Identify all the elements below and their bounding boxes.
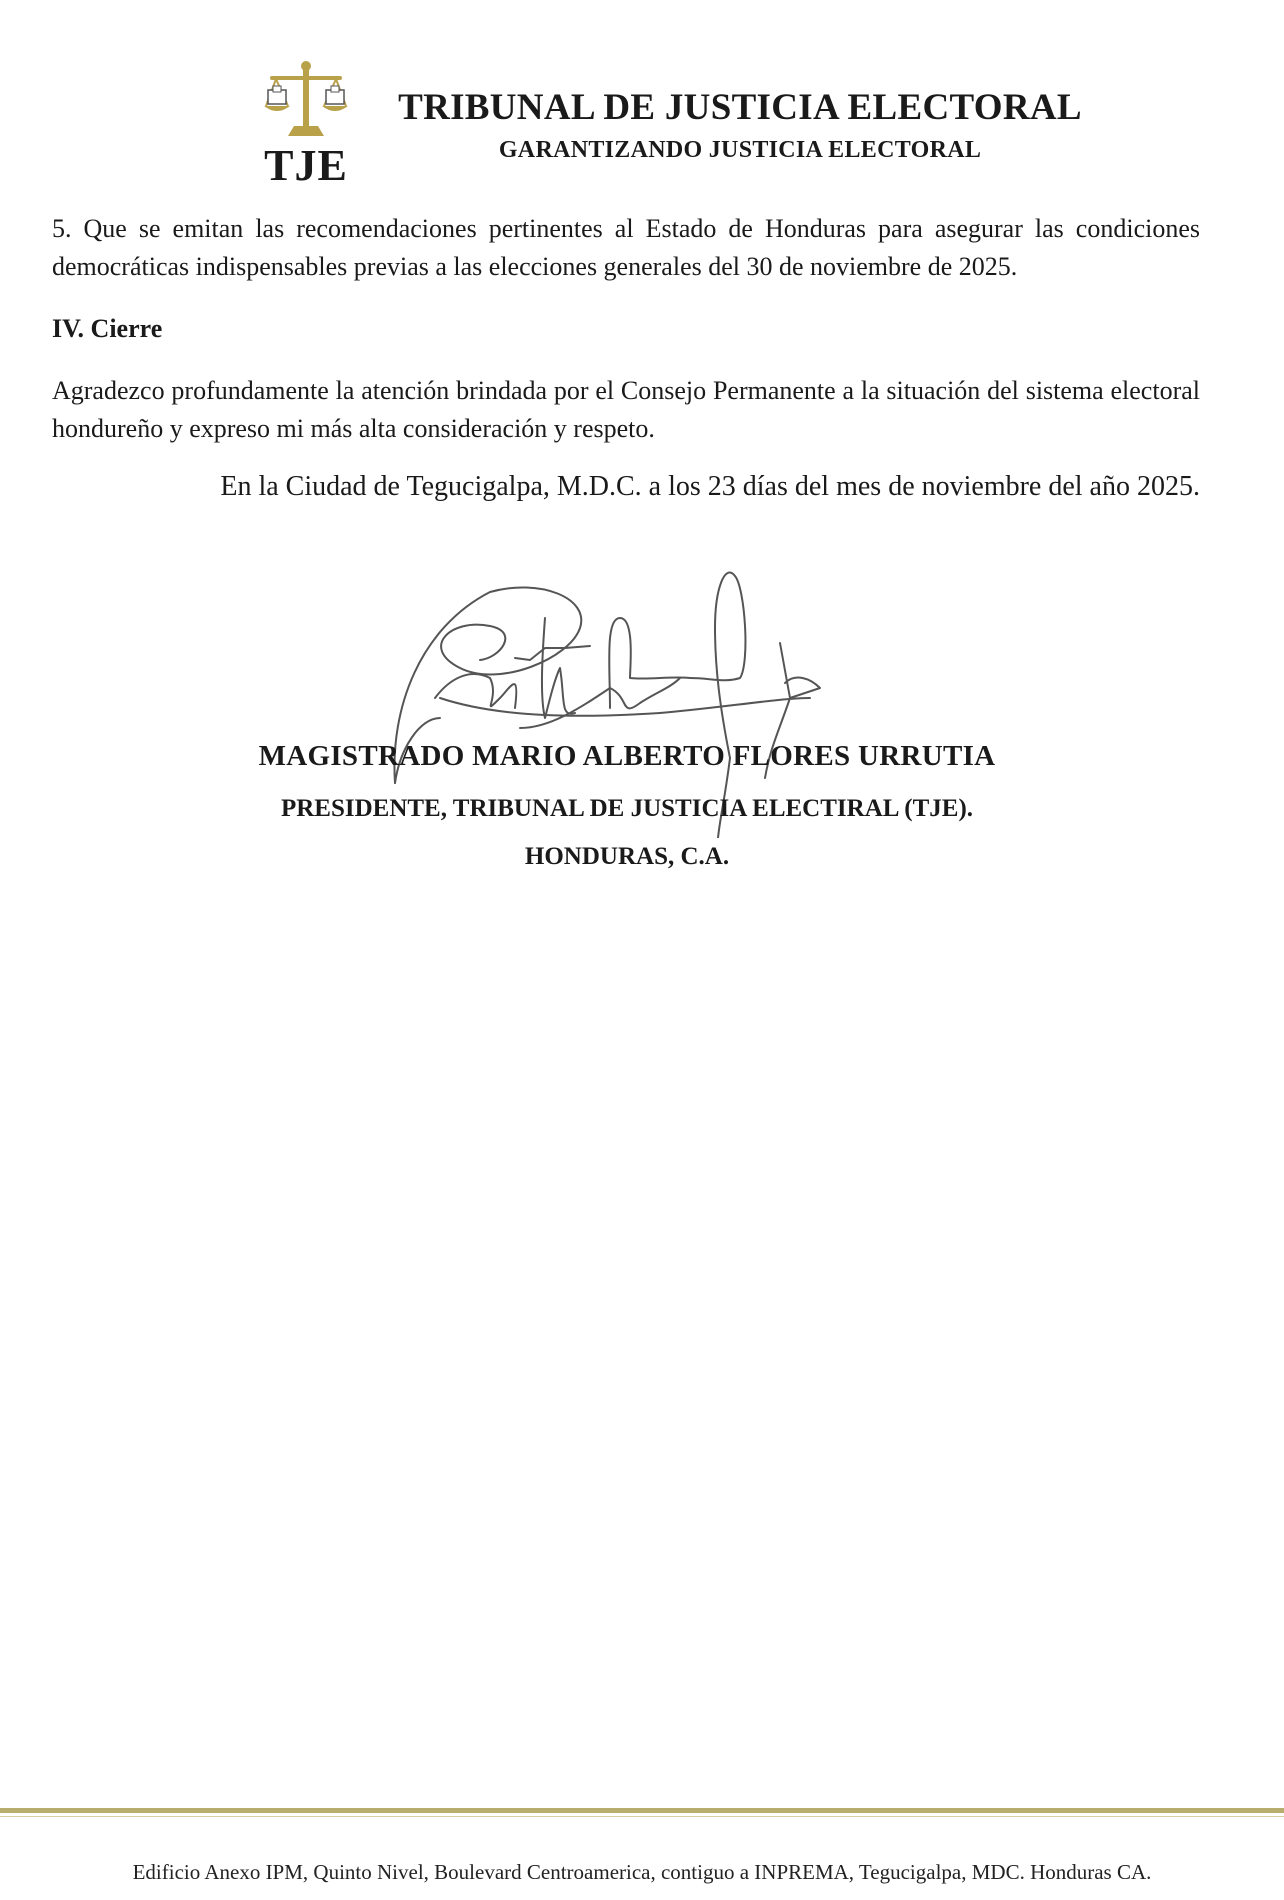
paragraph-recommendation-5: 5. Que se emitan las recomendaciones pertinentes al Estado de Honduras para asegurar las condiciones democráticas indispensables previas a las elecciones generales del 30 de noviembre de 2025. (52, 214, 1200, 281)
footer-address: Edificio Anexo IPM, Quinto Nivel, Boulevard Centroamerica, contiguo a INPREMA, Tegucigalpa, MDC. Honduras CA. (132, 1860, 1152, 1884)
letter-body (52, 210, 1200, 506)
paragraph-closing: Agradezco profundamente la atención brindada por el Consejo Permanente a la situación del sistema electoral hondureño y expreso mi más alta consideración y respeto. (52, 376, 1200, 443)
organization-subtitle: GARANTIZANDO JUSTICIA ELECTORAL (498, 137, 982, 163)
date-line: En la Ciudad de Tegucigalpa, M.D.C. a los 23 días del mes de noviembre del año 2025. (220, 471, 1200, 502)
letterhead (0, 0, 1284, 190)
signatory-name: MAGISTRADO MARIO ALBERTO FLORES URRUTIA (258, 740, 996, 772)
scales-of-justice-icon (262, 58, 350, 138)
organization-title: TRIBUNAL DE JUSTICIA ELECTORAL (398, 87, 1082, 128)
signatory-country: HONDURAS, C.A. (524, 843, 730, 870)
logo-text: TJE (264, 141, 348, 190)
tje-logo (262, 58, 350, 190)
section-heading-closing: IV. Cierre (52, 314, 163, 343)
footer-divider (0, 1808, 1284, 1813)
signatory-title: PRESIDENTE, TRIBUNAL DE JUSTICIA ELECTIRAL (TJE). (280, 795, 974, 822)
footer-divider-thin (0, 1816, 1284, 1817)
